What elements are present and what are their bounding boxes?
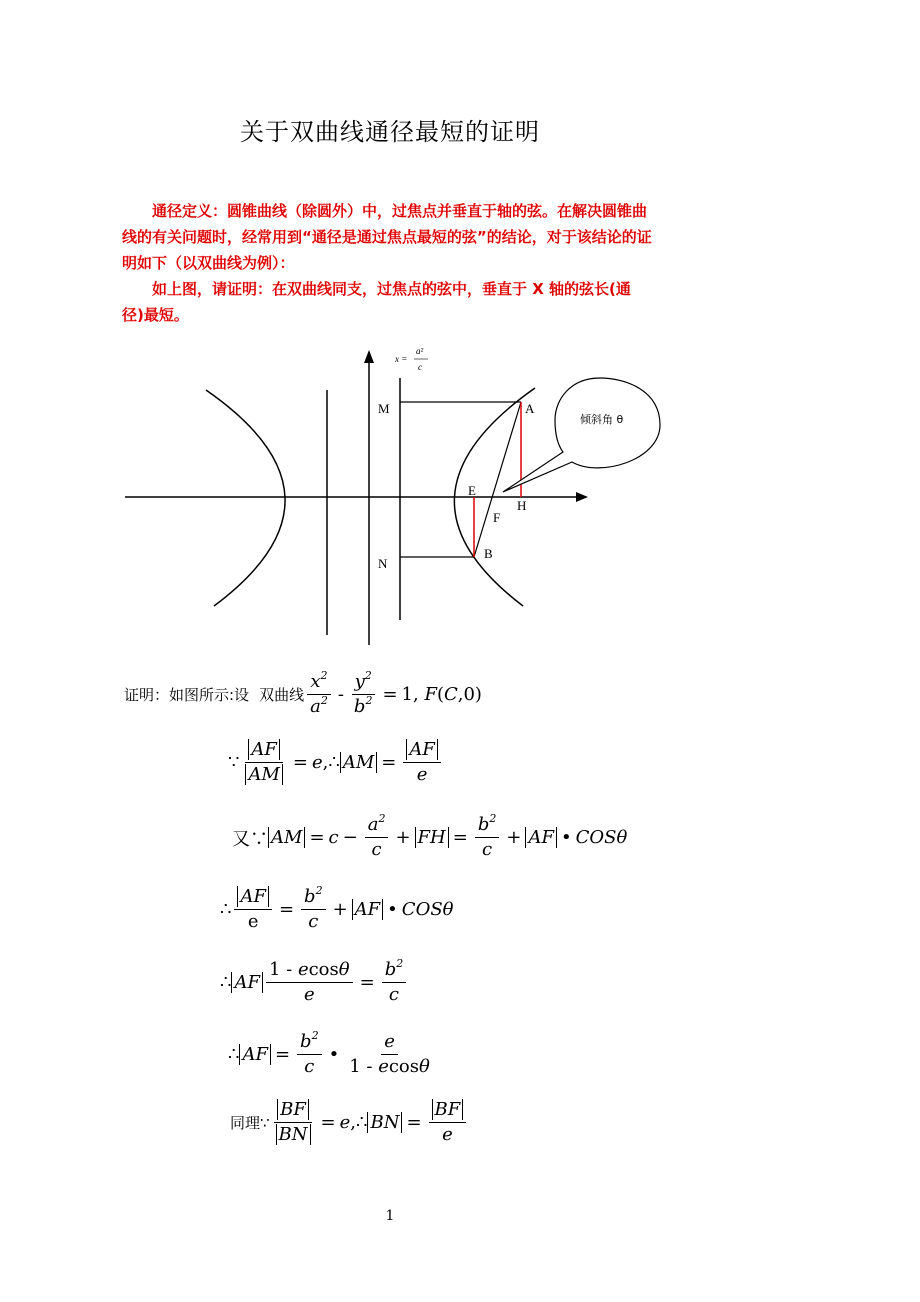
equation-1: ∵ $\frac{AF}{AM}$ = e ,∴ AM = $\frac{AF}{e}$ bbox=[228, 740, 444, 785]
definition-paragraph: 通径定义：圆锥曲线（除圆外）中，过焦点并垂直于轴的弦。在解决圆锥曲线的有关问题时，经常用到“通径是通过焦点最短的弦”的结论，对于该结论的证明如下（以双曲线为例）： bbox=[122, 202, 652, 272]
page-number: 1 bbox=[385, 1208, 395, 1224]
frac-y2-b2: $\frac{y^2}{b^2}$ bbox=[351, 672, 376, 717]
eq1-prefix: ∵ bbox=[228, 752, 240, 773]
hyperbola-diagram bbox=[0, 330, 700, 660]
frac-x2-a2: $\frac{x^2}{a^2}$ bbox=[307, 672, 331, 717]
equation-6: 同理∵ $\frac{BF}{BN}$ = e ,∴ BN = $\frac{BF}{e}$ bbox=[230, 1100, 469, 1145]
label-M: M bbox=[378, 401, 390, 416]
label-H: H bbox=[517, 498, 527, 513]
proof-intro: 证明：如图所示:设 双曲线 $\frac{x^2}{a^2}$ - $\frac{y^2}{b^2}$ = 1, F ( C ,0) bbox=[124, 669, 482, 717]
task-paragraph: 如上图，请证明：在双曲线同支，过焦点的弦中，垂直于 X 轴的弦长(通径)最短。 bbox=[122, 280, 631, 324]
equation-3: ∴ $\frac{AF}{e}$ = $\frac{b^2}{c}$ + AF • COSθ bbox=[220, 884, 454, 932]
directrix-label-c: c bbox=[418, 362, 422, 372]
label-A: A bbox=[525, 401, 535, 416]
equation-4: ∴ AF $\frac{1 - ecos\theta}{e}$ = $\frac{b^2}{c}$ bbox=[220, 960, 409, 1005]
directrix-label-a2: a² bbox=[416, 346, 424, 356]
chord-AB bbox=[474, 402, 521, 557]
angle-callout bbox=[503, 378, 660, 492]
y-axis-arrow bbox=[364, 350, 374, 363]
equation-5: ∴ AF = $\frac{b^2}{c}$ • $\frac{e}{1 - ecos\theta}$ bbox=[228, 1029, 430, 1077]
label-B: B bbox=[484, 546, 493, 561]
callout-text: 倾斜角 θ bbox=[580, 413, 624, 426]
intro-text bbox=[122, 198, 652, 328]
eq4-prefix: ∴ bbox=[220, 972, 232, 993]
label-N: N bbox=[378, 556, 388, 571]
equation-2: 又∵ AM = c − $\frac{a^2}{c}$ + FH = $\frac{b^2}{c}$ + AF • COSθ bbox=[232, 812, 628, 860]
label-E: E bbox=[468, 483, 476, 498]
curve-word: 双曲线 bbox=[259, 686, 305, 704]
label-F: F bbox=[493, 510, 501, 525]
directrix-label-x: x = bbox=[395, 354, 408, 364]
proof-intro-text: 证明：如图所示:设 bbox=[124, 686, 250, 704]
eq5-prefix: ∴ bbox=[228, 1044, 240, 1065]
x-axis-arrow bbox=[576, 492, 588, 502]
eq6-prefix: 同理∵ bbox=[230, 1114, 270, 1132]
left-branch bbox=[206, 390, 285, 606]
document-title: 关于双曲线通径最短的证明 bbox=[240, 118, 540, 146]
eq2-prefix: 又∵ bbox=[232, 828, 268, 850]
eq3-prefix: ∴ bbox=[220, 899, 232, 920]
